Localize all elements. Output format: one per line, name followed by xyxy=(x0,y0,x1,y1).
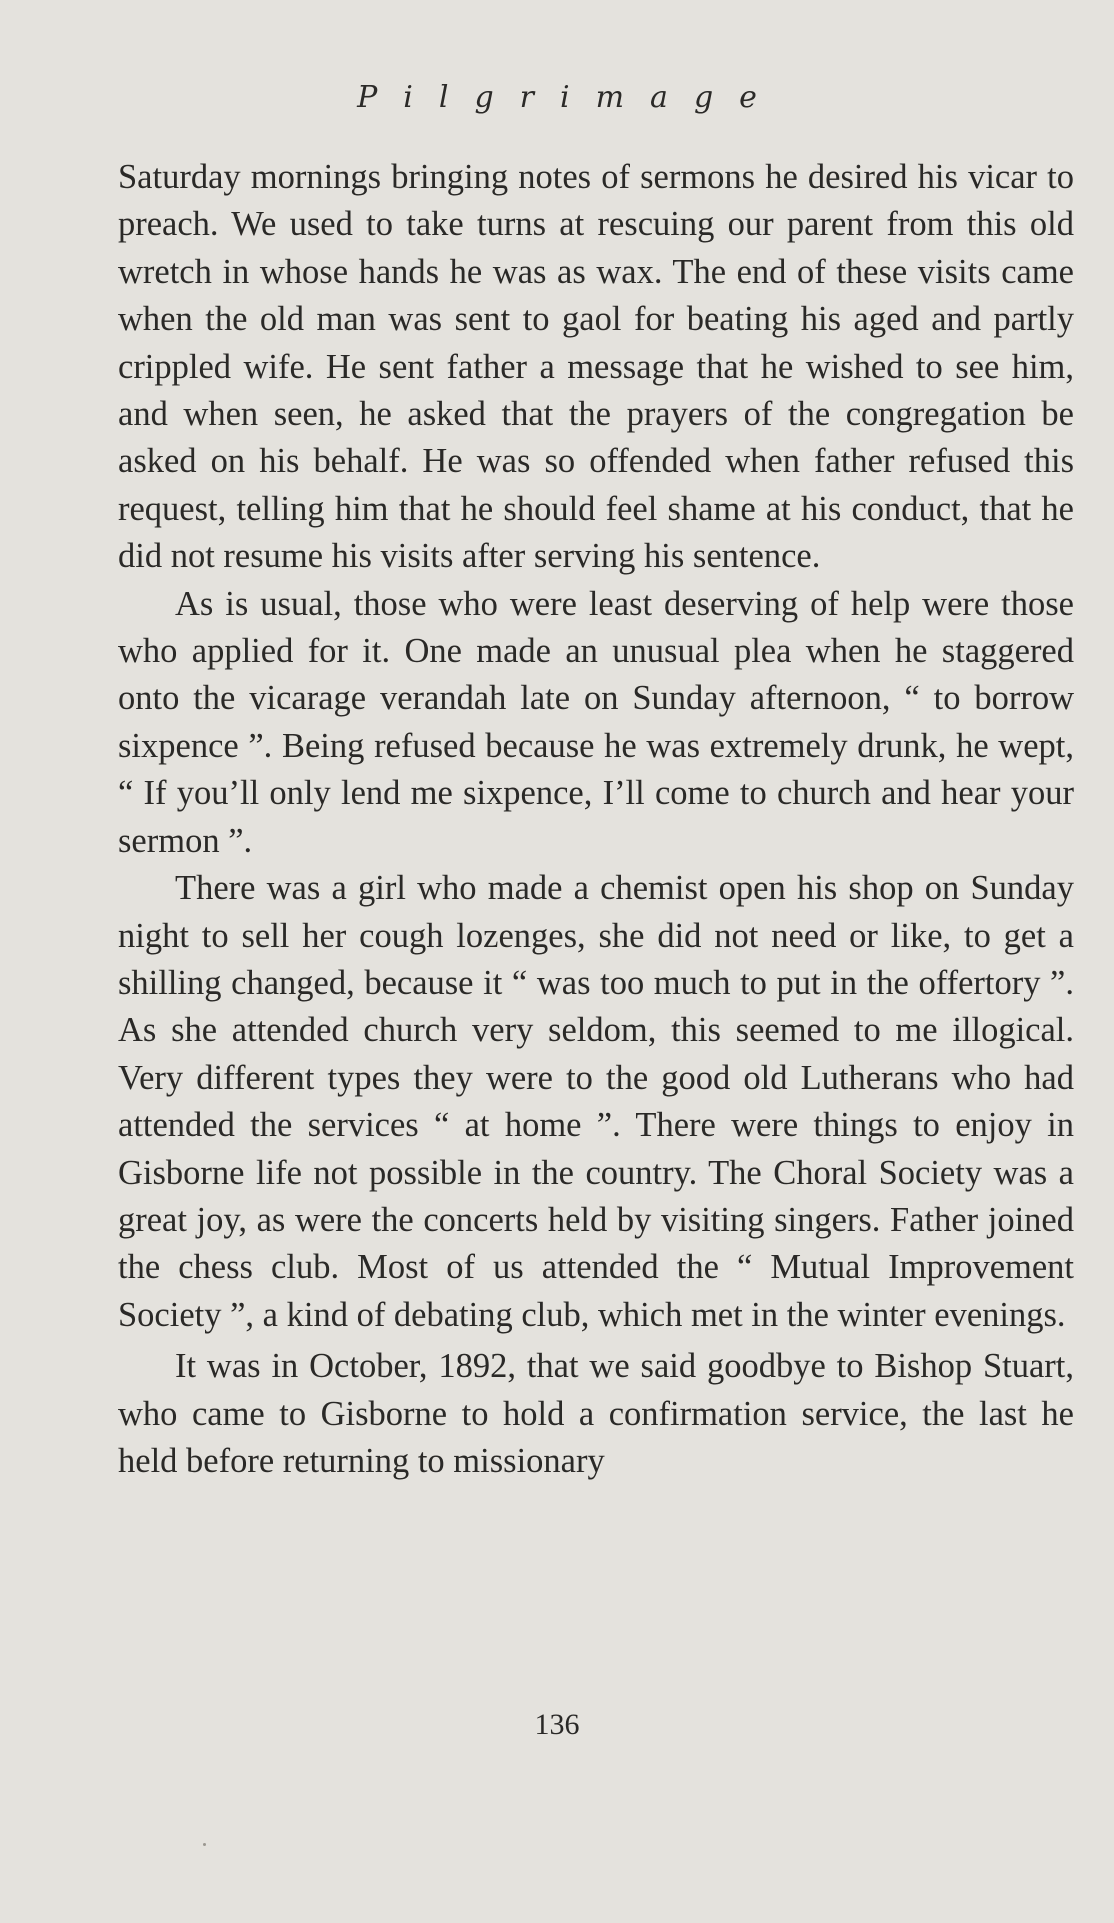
running-head-title: Pilgrimage xyxy=(357,80,783,115)
paper-speck xyxy=(203,1843,206,1846)
paragraph: It was in October, 1892, that we said goodbye to Bishop Stuart, who came to Gisborne to hold a confirmation service, the last he held before returning to missionary xyxy=(118,1347,1074,1480)
body-text xyxy=(118,154,1074,1485)
paragraph: There was a girl who made a chemist open his shop on Sunday night to sell her cough lozenges, she did not need or like, to get a shilling changed, because it “ was too much to put in the offertory ”. As she attended church very seldom, this seemed to me illogical. Very different types they were to the good old Lutherans who had attended the services “ at home ”. There were things to enjoy in Gisborne life not possible in the country. The Choral Society was a great joy, as were the concerts held by visiting singers. Father joined the chess club. Most of us attended the “ Mutual Improvement Society ”, a kind of debating club, which met in the winter evenings. xyxy=(118,869,1074,1334)
paragraph-continuation: Saturday mornings bringing notes of sermons he desired his vicar to preach. We used to take turns at rescuing our parent from this old wretch in whose hands he was as wax. The end of these visits came when the old man was sent to gaol for beating his aged and partly crippled wife. He sent father a message that he wished to see him, and when seen, he asked that the prayers of the congregation be asked on his behalf. He was so offended when father refused this request, telling him that he should feel shame at his conduct, that he did not resume his visits after serving his sentence. xyxy=(118,158,1074,576)
paragraph: As is usual, those who were least deserving of help were those who applied for it. One made an unusual plea when he staggered onto the vicarage verandah late on Sunday afternoon, “ to borrow sixpence ”. Being refused because he was extremely drunk, he wept, “ If you’ll only lend me sixpence, I’ll come to church and hear your sermon ”. xyxy=(118,584,1074,860)
page-number: 136 xyxy=(534,1708,580,1741)
